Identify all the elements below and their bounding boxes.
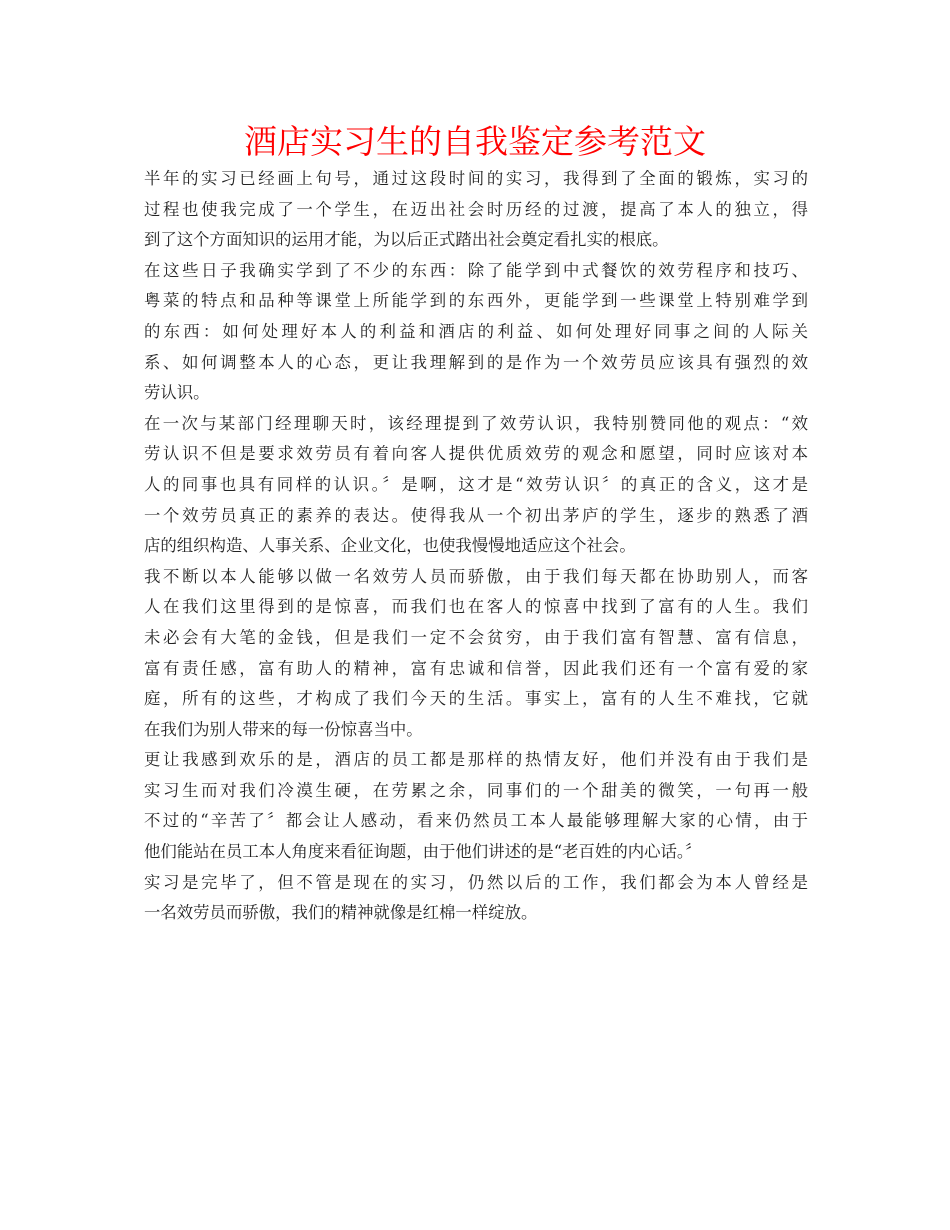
- body-line: 更让我感到欢乐的是，酒店的员工都是那样的热情友好，他们并没有由于我们是: [144, 750, 808, 770]
- body-line: 系、如何调整本人的心态，更让我理解到的是作为一个效劳员应该具有强烈的效: [144, 352, 808, 372]
- body-line: 店的组织构造、人事关系、企业文化，也使我慢慢地适应这个社会。: [144, 536, 636, 556]
- body-line: 我不断以本人能够以做一名效劳人员而骄傲，由于我们每天都在协助别人，而客: [144, 566, 808, 586]
- body-line: 一个效劳员真正的素养的表达。使得我从一个初出茅庐的学生，逐步的熟悉了酒: [144, 505, 808, 525]
- body-line: 实习生而对我们冷漠生硬，在劳累之余，同事们的一个甜美的微笑，一句再一般: [144, 780, 808, 800]
- body-line: 半年的实习已经画上句号，通过这段时间的实习，我得到了全面的锻炼，实习的: [144, 169, 808, 188]
- body-line: 不过的“辛苦了〞都会让人感动，看来仍然员工本人最能够理解大家的心情，由于: [144, 811, 808, 831]
- document-title: 酒店实习生的自我鉴定参考范文: [244, 122, 706, 161]
- body-line: 粤菜的特点和品种等课堂上所能学到的东西外，更能学到一些课堂上特别难学到: [144, 291, 808, 311]
- body-line: 劳认识。: [144, 383, 210, 403]
- body-line: 人在我们这里得到的是惊喜，而我们也在客人的惊喜中找到了富有的人生。我们: [144, 597, 808, 617]
- body-line: 庭，所有的这些，才构成了我们今天的生活。事实上，富有的人生不难找，它就: [144, 689, 808, 709]
- body-line: 到了这个方面知识的运用才能，为以后正式踏出社会奠定看扎实的根底。: [144, 230, 669, 250]
- document-body: [144, 164, 808, 929]
- body-line: 一名效劳员而骄傲，我们的精神就像是红棉一样绽放。: [144, 903, 538, 923]
- body-line: 的东西：如何处理好本人的利益和酒店的利益、如何处理好同事之间的人际关: [144, 321, 808, 341]
- body-line: 在我们为别人带来的每一份惊喜当中。: [144, 719, 423, 739]
- body-line: 实习是完毕了，但不管是现在的实习，仍然以后的工作，我们都会为本人曾经是: [144, 872, 808, 892]
- body-line: 人的同事也具有同样的认识。〞是啊，这才是“效劳认识〞的真正的含义，这才是: [144, 474, 808, 494]
- body-line: 他们能站在员工本人角度来看征询题，由于他们讲述的是“老百姓的内心话。〞: [144, 842, 702, 862]
- body-line: 过程也使我完成了一个学生，在迈出社会时历经的过渡，提高了本人的独立，得: [144, 199, 808, 219]
- body-line: 富有责任感，富有助人的精神，富有忠诚和信誉，因此我们还有一个富有爱的家: [144, 658, 808, 678]
- body-line: 未必会有大笔的金钱，但是我们一定不会贫穷，由于我们富有智慧、富有信息，: [144, 627, 808, 647]
- body-line: 在一次与某部门经理聊天时，该经理提到了效劳认识，我特别赞同他的观点：“效: [144, 413, 808, 433]
- body-line: 劳认识不但是要求效劳员有着向客人提供优质效劳的观念和愿望，同时应该对本: [144, 444, 808, 464]
- body-line: 在这些日子我确实学到了不少的东西：除了能学到中式餐饮的效劳程序和技巧、: [144, 260, 808, 280]
